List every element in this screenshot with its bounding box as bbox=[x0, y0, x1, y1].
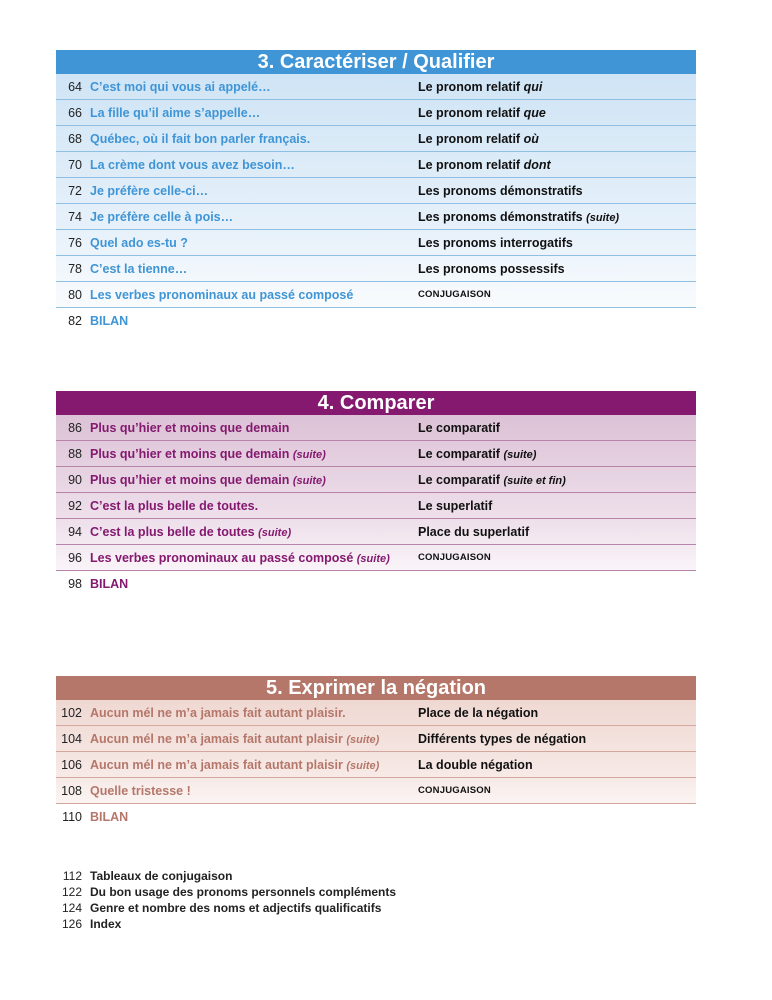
lesson-title: C’est la plus belle de toutes. bbox=[90, 498, 259, 513]
toc-row[interactable] bbox=[56, 778, 696, 804]
section-header: 4. Comparer bbox=[56, 391, 696, 415]
toc-row[interactable] bbox=[56, 441, 696, 467]
appendix-title: Index bbox=[90, 917, 122, 931]
grammar-topic: CONJUGAISON bbox=[418, 552, 491, 563]
page-number: 86 bbox=[68, 420, 82, 435]
lesson-title: C’est la plus belle de toutes (suite) bbox=[90, 524, 292, 539]
section-header: 3. Caractériser / Qualifier bbox=[56, 50, 696, 74]
toc-row[interactable] bbox=[56, 282, 696, 308]
page-number: 68 bbox=[68, 131, 82, 146]
page-number: 64 bbox=[68, 79, 82, 94]
page-number: 112 bbox=[62, 869, 82, 883]
grammar-topic: CONJUGAISON bbox=[418, 785, 491, 796]
lesson-title: Plus qu’hier et moins que demain (suite) bbox=[90, 446, 326, 461]
lesson-title: Québec, où il fait bon parler français. bbox=[90, 131, 311, 146]
grammar-topic: Le pronom relatif que bbox=[418, 105, 546, 120]
page-number: 96 bbox=[68, 550, 82, 565]
lesson-title: Quel ado es-tu ? bbox=[90, 235, 188, 250]
page-number: 124 bbox=[61, 901, 82, 915]
section-caracteriser bbox=[56, 50, 696, 334]
toc-row[interactable] bbox=[56, 415, 696, 441]
bilan-label: BILAN bbox=[90, 314, 129, 328]
lesson-title: Plus qu’hier et moins que demain bbox=[90, 420, 290, 435]
lesson-title: Aucun mél ne m’a jamais fait autant plaisir. bbox=[90, 705, 346, 720]
bilan-row[interactable] bbox=[56, 804, 696, 830]
page-number: 78 bbox=[68, 261, 82, 276]
section-comparer bbox=[56, 391, 696, 597]
grammar-topic: Place du superlatif bbox=[418, 524, 530, 539]
bilan-label: BILAN bbox=[90, 577, 129, 591]
toc-row[interactable] bbox=[56, 74, 696, 100]
appendix-title: Du bon usage des pronoms personnels compléments bbox=[90, 885, 397, 899]
section-header: 5. Exprimer la négation bbox=[56, 676, 696, 700]
page-number: 74 bbox=[68, 209, 82, 224]
grammar-topic: Le comparatif bbox=[418, 420, 500, 435]
page-number: 92 bbox=[68, 498, 82, 513]
toc-row[interactable] bbox=[56, 493, 696, 519]
page-number: 106 bbox=[61, 757, 82, 772]
page-number: 110 bbox=[62, 810, 82, 824]
lesson-title: La fille qu’il aime s’appelle… bbox=[90, 105, 261, 120]
page-number: 80 bbox=[68, 287, 82, 302]
lesson-title: Aucun mél ne m’a jamais fait autant plaisir (suite) bbox=[90, 757, 380, 772]
grammar-topic: Les pronoms interrogatifs bbox=[418, 235, 573, 250]
page-number: 88 bbox=[68, 446, 82, 461]
grammar-topic: Le comparatif (suite et fin) bbox=[418, 472, 566, 487]
page-number: 104 bbox=[61, 731, 82, 746]
toc-row[interactable] bbox=[56, 230, 696, 256]
lesson-title: Aucun mél ne m’a jamais fait autant plaisir (suite) bbox=[90, 731, 380, 746]
grammar-topic: Les pronoms démonstratifs (suite) bbox=[418, 209, 620, 224]
page-number: 82 bbox=[68, 314, 82, 328]
grammar-topic: CONJUGAISON bbox=[418, 289, 491, 300]
page-number: 72 bbox=[68, 183, 82, 198]
toc-row[interactable] bbox=[56, 752, 696, 778]
lesson-title: Les verbes pronominaux au passé composé (suite) bbox=[90, 550, 390, 565]
page-number: 122 bbox=[61, 885, 82, 899]
lesson-title: Je préfère celle-ci… bbox=[90, 183, 209, 198]
grammar-topic: Le superlatif bbox=[418, 498, 493, 513]
page-number: 66 bbox=[68, 105, 82, 120]
lesson-title: La crème dont vous avez besoin… bbox=[90, 157, 295, 172]
lesson-title: Quelle tristesse ! bbox=[90, 783, 191, 798]
lesson-title: Plus qu’hier et moins que demain (suite) bbox=[90, 472, 326, 487]
toc-row[interactable] bbox=[56, 545, 696, 571]
toc-row[interactable] bbox=[56, 178, 696, 204]
page-number: 70 bbox=[68, 157, 82, 172]
grammar-topic: La double négation bbox=[418, 757, 533, 772]
toc-rows bbox=[56, 415, 696, 597]
page-number: 126 bbox=[61, 917, 82, 931]
toc-row[interactable] bbox=[56, 126, 696, 152]
page-number: 98 bbox=[68, 577, 82, 591]
grammar-topic: Les pronoms possessifs bbox=[418, 261, 565, 276]
toc-row[interactable] bbox=[56, 519, 696, 545]
appendix-item[interactable] bbox=[56, 916, 396, 932]
appendix-item[interactable] bbox=[56, 868, 396, 884]
toc-row[interactable] bbox=[56, 100, 696, 126]
toc-row[interactable] bbox=[56, 467, 696, 493]
lesson-title: C’est moi qui vous ai appelé… bbox=[90, 79, 271, 94]
toc-row[interactable] bbox=[56, 152, 696, 178]
grammar-topic: Les pronoms démonstratifs bbox=[418, 183, 583, 198]
lesson-title: C’est la tienne… bbox=[90, 261, 188, 276]
bilan-label: BILAN bbox=[90, 810, 129, 824]
page-number: 102 bbox=[61, 705, 82, 720]
grammar-topic: Le pronom relatif dont bbox=[418, 157, 551, 172]
appendix-title: Genre et nombre des noms et adjectifs qualificatifs bbox=[90, 901, 382, 915]
page-number: 76 bbox=[68, 235, 82, 250]
grammar-topic: Le pronom relatif qui bbox=[418, 79, 543, 94]
bilan-row[interactable] bbox=[56, 308, 696, 334]
grammar-topic: Le pronom relatif où bbox=[418, 131, 539, 146]
toc-rows bbox=[56, 74, 696, 334]
lesson-title: Je préfère celle à pois… bbox=[90, 209, 234, 224]
appendix-list bbox=[56, 868, 396, 932]
appendix-item[interactable] bbox=[56, 900, 396, 916]
section-negation bbox=[56, 676, 696, 830]
toc-row[interactable] bbox=[56, 256, 696, 282]
toc-row[interactable] bbox=[56, 204, 696, 230]
appendix-title: Tableaux de conjugaison bbox=[90, 869, 233, 883]
appendix-item[interactable] bbox=[56, 884, 396, 900]
grammar-topic: Place de la négation bbox=[418, 705, 539, 720]
toc-rows bbox=[56, 700, 696, 830]
page-number: 108 bbox=[61, 783, 82, 798]
grammar-topic: Le comparatif (suite) bbox=[418, 446, 537, 461]
page-number: 90 bbox=[68, 472, 82, 487]
bilan-row[interactable] bbox=[56, 571, 696, 597]
toc-row[interactable] bbox=[56, 726, 696, 752]
toc-row[interactable] bbox=[56, 700, 696, 726]
page-number: 94 bbox=[68, 524, 82, 539]
grammar-topic: Différents types de négation bbox=[418, 731, 587, 746]
lesson-title: Les verbes pronominaux au passé composé bbox=[90, 287, 354, 302]
